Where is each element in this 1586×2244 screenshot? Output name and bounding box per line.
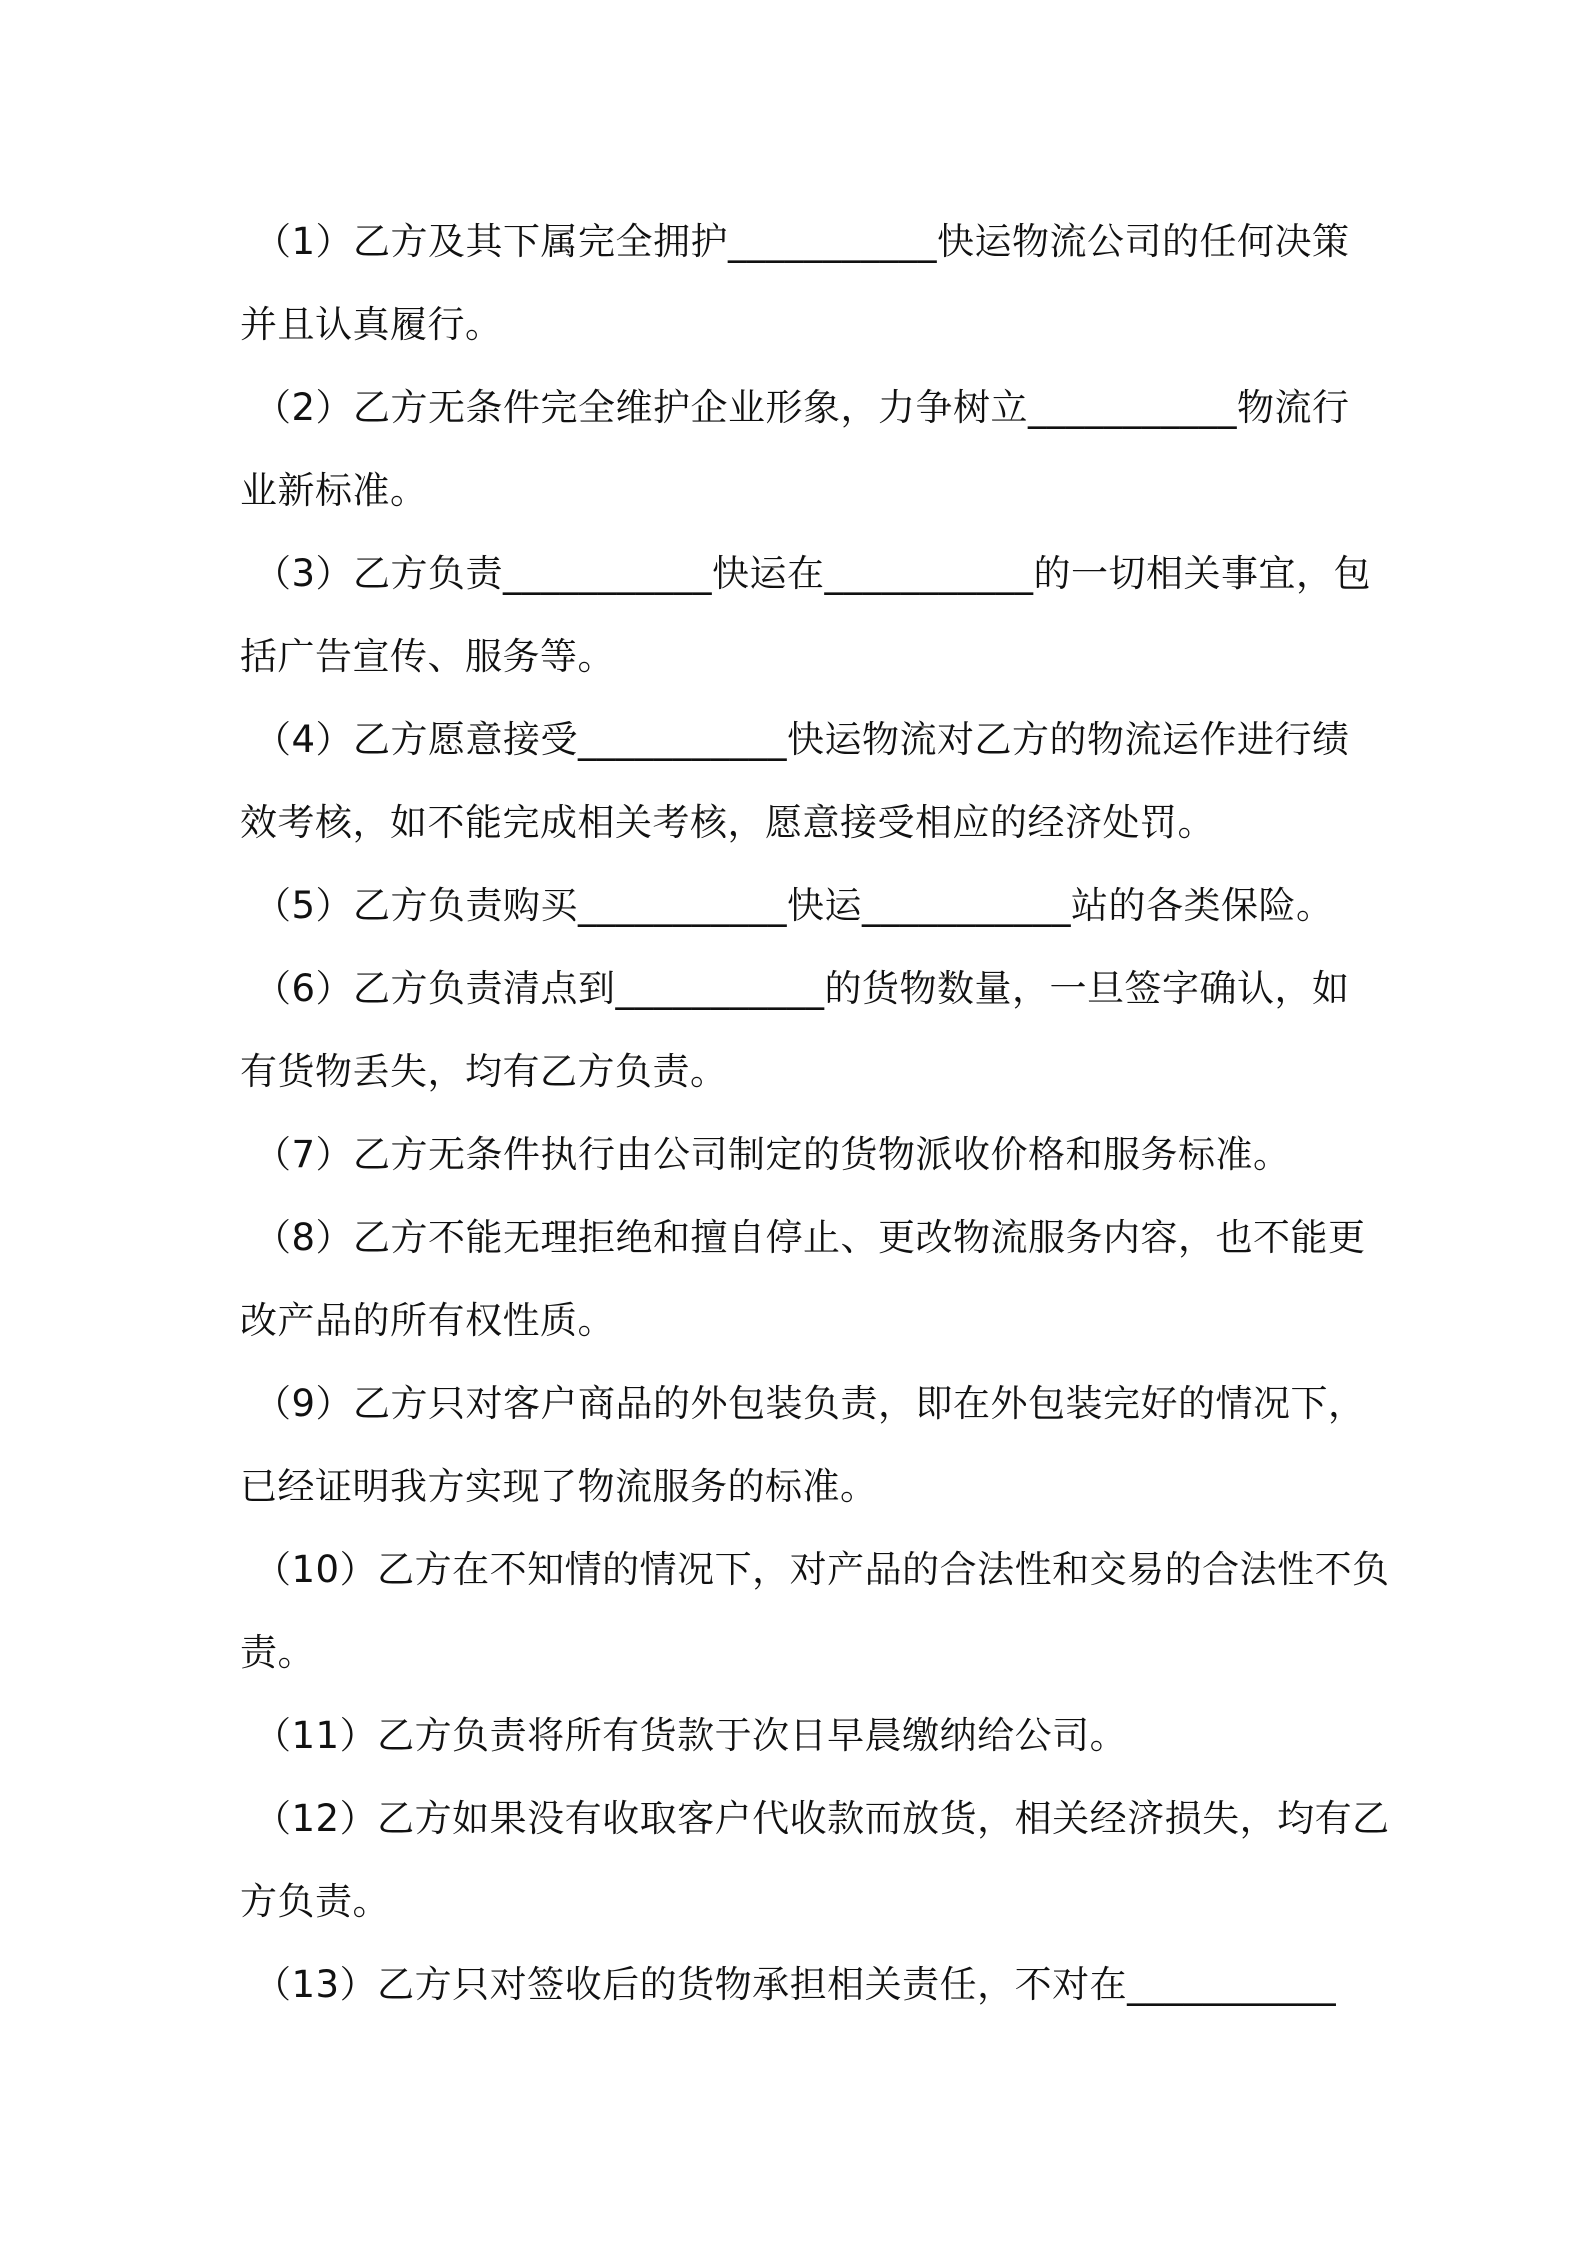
clause-10-line-1: （10）乙方在不知情的情况下，对产品的合法性和交易的合法性不负	[254, 1548, 1390, 1591]
clause-9-line-2: 已经证明我方实现了物流服务的标准。	[240, 1465, 878, 1508]
clause-3-line-2: 括广告宣传、服务等。	[240, 635, 615, 678]
clause-5-line-1: （5）乙方负责购买___________快运___________站的各类保险。	[254, 884, 1334, 927]
clause-4-line-1: （4）乙方愿意接受___________快运物流对乙方的物流运作进行绩	[254, 718, 1350, 761]
clause-6-line-2: 有货物丢失，均有乙方负责。	[240, 1050, 728, 1093]
clause-12-line-1: （12）乙方如果没有收取客户代收款而放货，相关经济损失，均有乙	[254, 1797, 1390, 1840]
clause-6-line-1: （6）乙方负责清点到___________的货物数量，一旦签字确认，如	[254, 967, 1350, 1010]
clause-1-line-1: （1）乙方及其下属完全拥护___________快运物流公司的任何决策	[254, 220, 1350, 263]
clause-list	[240, 200, 1390, 2026]
clause-1-line-2: 并且认真履行。	[240, 303, 503, 346]
clause-3-line-1: （3）乙方负责___________快运在___________的一切相关事宜，包	[254, 552, 1372, 595]
clause-10-line-2: 责。	[240, 1631, 315, 1674]
clause-2-line-2: 业新标准。	[240, 469, 428, 512]
clause-11-line-1: （11）乙方负责将所有货款于次日早晨缴纳给公司。	[254, 1714, 1128, 1757]
clause-12-line-2: 方负责。	[240, 1880, 390, 1923]
clause-8-line-2: 改产品的所有权性质。	[240, 1299, 615, 1342]
clause-4-line-2: 效考核，如不能完成相关考核，愿意接受相应的经济处罚。	[240, 801, 1215, 844]
clause-13-line-1: （13）乙方只对签收后的货物承担相关责任，不对在___________	[254, 1963, 1337, 2006]
clause-7-line-1: （7）乙方无条件执行由公司制定的货物派收价格和服务标准。	[254, 1133, 1291, 1176]
clause-9-line-1: （9）乙方只对客户商品的外包装负责，即在外包装完好的情况下，	[254, 1382, 1366, 1425]
clause-8-line-1: （8）乙方不能无理拒绝和擅自停止、更改物流服务内容，也不能更	[254, 1216, 1366, 1259]
clause-2-line-1: （2）乙方无条件完全维护企业形象，力争树立___________物流行	[254, 386, 1350, 429]
